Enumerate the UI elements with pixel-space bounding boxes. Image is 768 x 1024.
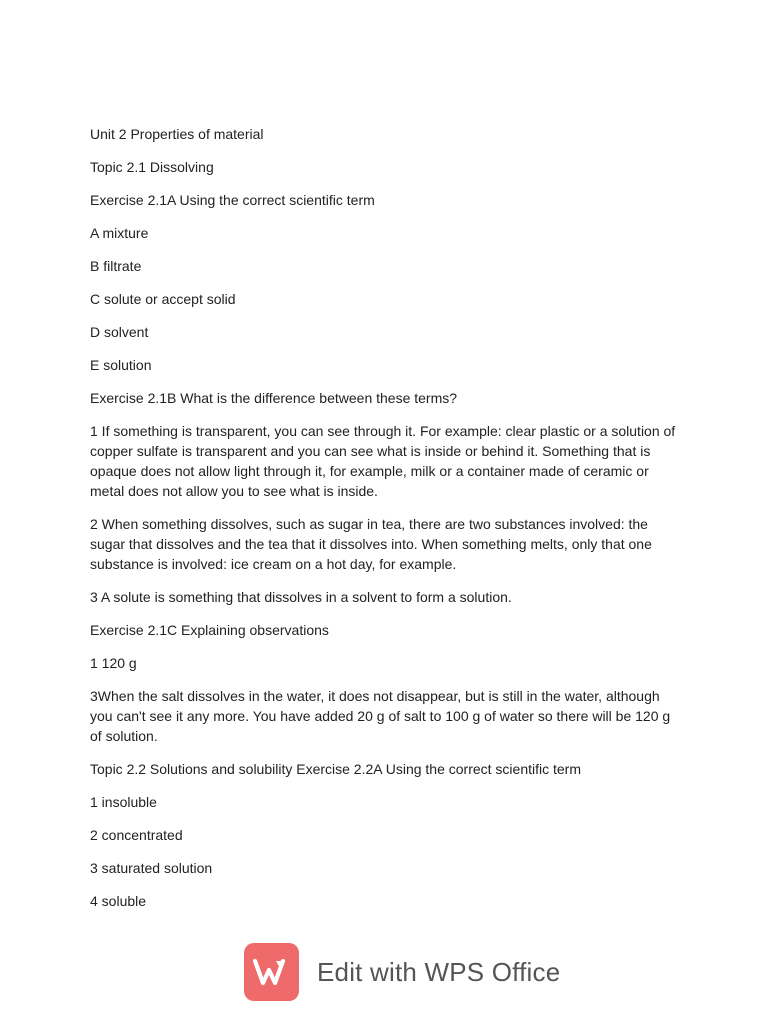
answer-line: 1 insoluble [90,794,157,810]
edit-with-wps-label[interactable]: Edit with WPS Office [317,956,561,987]
answer-line: A mixture [90,225,149,241]
answer-line: E solution [90,357,152,373]
topic-heading: Topic 2.2 Solutions and solubility Exercise 2.2A Using the correct scientific term [90,761,582,777]
answer-paragraph: 3 A solute is something that dissolves in a solvent to form a solution. [90,589,512,605]
answer-line: D solvent [90,324,149,340]
exercise-heading: Exercise 2.1B What is the difference between these terms? [90,390,458,406]
answer-line: C solute or accept solid [90,291,236,307]
answer-paragraph: 2 When something dissolves, such as sugar in tea, there are two substances involved: the sugar that dissolves and the tea that it dissolves into. When something melts, only that one substance is involved: ice cream on a hot day, for example. [90,516,652,572]
answer-paragraph: 1 If something is transparent, you can see through it. For example: clear plastic or a solution of copper sulfate is transparent and you can see what is inside or behind it. Something that is opaque does not allow light through it, for example, milk or a container made of ceramic or metal does not allow you to see what is inside. [90,423,676,499]
answer-line: B filtrate [90,258,142,274]
answer-line: 4 soluble [90,893,147,909]
topic-heading: Topic 2.1 Dissolving [90,159,214,175]
wps-office-logo-icon [244,943,299,1001]
answer-line: 3 saturated solution [90,860,213,876]
unit-heading: Unit 2 Properties of material [90,126,264,142]
answer-line: 2 concentrated [90,827,183,843]
answer-line: 1 120 g [90,655,137,671]
exercise-heading: Exercise 2.1C Explaining observations [90,622,329,638]
exercise-heading: Exercise 2.1A Using the correct scientific term [90,192,375,208]
wps-w-glyph-icon [252,956,292,988]
edit-with-wps-banner[interactable] [244,943,560,1001]
document-page [90,124,680,924]
answer-paragraph: 3When the salt dissolves in the water, it does not disappear, but is still in the water, although you can't see it any more. You have added 20 g of salt to 100 g of water so there will be 120 g of solution. [90,688,671,744]
